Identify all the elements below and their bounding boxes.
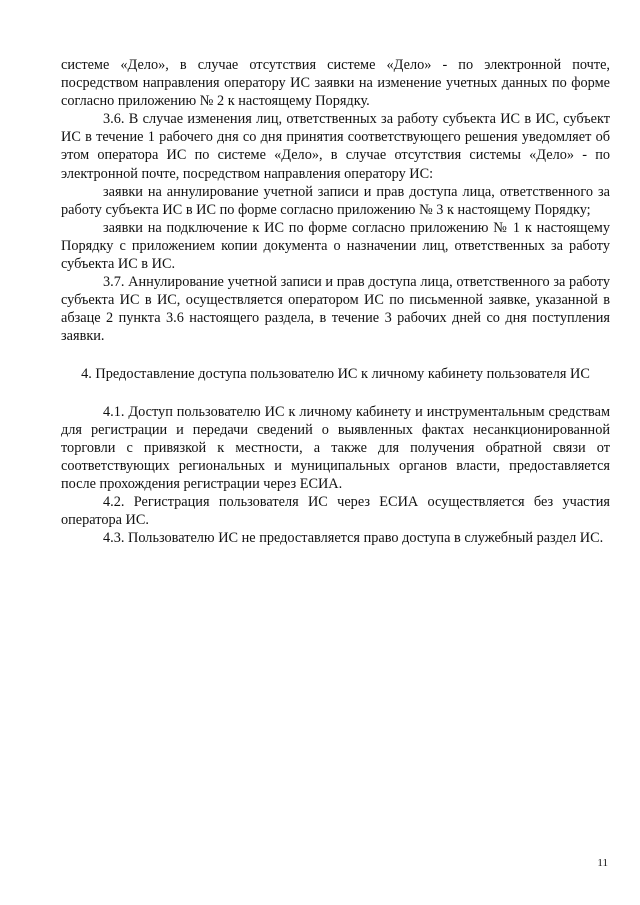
paragraph-continuation: системе «Дело», в случае отсутствия системе «Дело» - по электронной почте, посредством направления оператору ИС заявки на изменение учетных данных по форме согласно приложению № 2 к настоящему Порядку. — [61, 57, 610, 110]
paragraph-3-6-item-connection: заявки на подключение к ИС по форме согласно приложению № 1 к настоящему Порядку с приложением копии документа о назначении лиц, ответственных за работу субъекта ИС в ИС. — [61, 219, 610, 273]
paragraph-4-1: 4.1. Доступ пользователю ИС к личному кабинету и инструментальным средствам для регистрации и передачи сведений о выявленных фактах несанкционированной торговли с привязкой к местности, а также для получения обратной связи от соответствующих региональных и муниципальных органов власти, предоставляется после прохождения регистрации через ЕСИА. — [61, 403, 610, 492]
paragraph-3-7: 3.7. Аннулирование учетной записи и прав доступа лица, ответственного за работу субъекта ИС в ИС, осуществляется оператором ИС по письменной заявке, указанной в абзаце 2 пункта 3.6 настоящего раздела, в течение 3 рабочих дней со дня поступления заявки. — [61, 274, 610, 345]
section-heading: 4. Предоставление доступа пользователю ИС к личному кабинету пользователя ИС — [81, 365, 590, 382]
paragraph-4-2: 4.2. Регистрация пользователя ИС через ЕСИА осуществляется без участия оператора ИС. — [61, 494, 610, 529]
paragraph-4-3: 4.3. Пользователю ИС не предоставляется право доступа в служебный раздел ИС. — [103, 530, 604, 547]
page-number: 11 — [597, 857, 608, 869]
paragraph-3-6: 3.6. В случае изменения лиц, ответственных за работу субъекта ИС в ИС, субъект ИС в течение 1 рабочего дня со дня принятия соответствующего решения уведомляет об этом оператора ИС по системе «Дело», в случае отсутствия системы «Дело» - по электронной почте, посредством направления оператору ИС: — [61, 111, 610, 182]
document-page — [61, 56, 610, 547]
paragraph-3-6-item-annulment: заявки на аннулирование учетной записи и прав доступа лица, ответственного за работу субъекта ИС в ИС по форме согласно приложению № 3 к настоящему Порядку; — [61, 183, 610, 218]
